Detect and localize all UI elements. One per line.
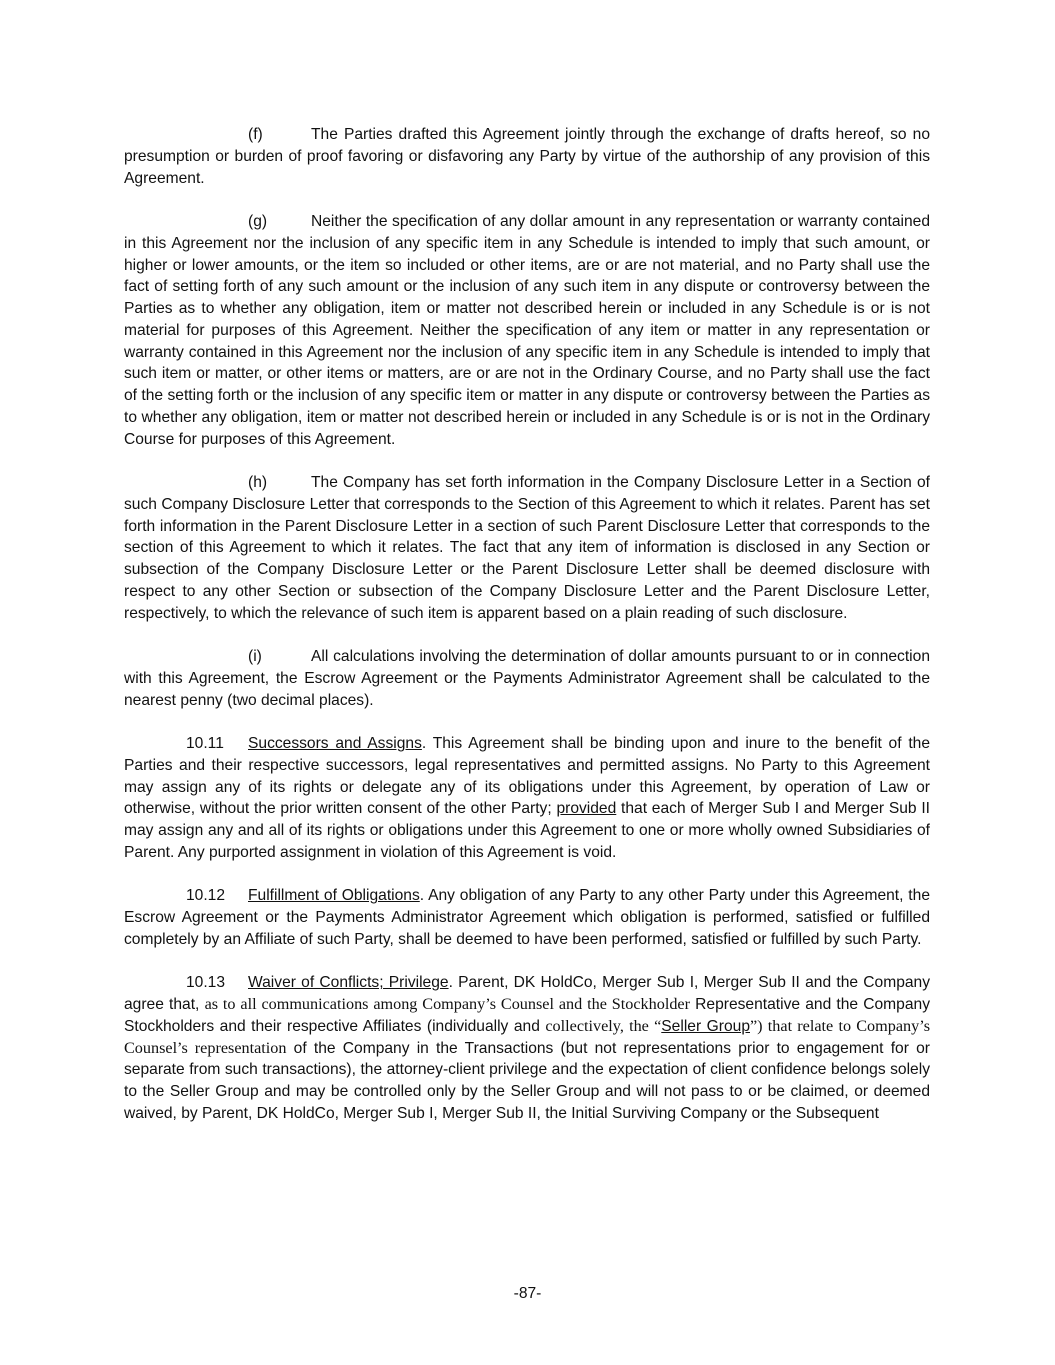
section-text: as to all communications among Company’s Counsel and the Stockholder <box>204 995 690 1013</box>
section-text: ”) that relate to Company’s Counsel’s representation <box>124 1016 930 1057</box>
section-text: collectively, the “ <box>545 1016 662 1035</box>
section-number: 10.12 <box>186 887 226 905</box>
paragraph-i <box>124 646 930 711</box>
section-10-11 <box>124 733 930 864</box>
section-text: Representative and the Company Stockholders and their respective Affiliates (individually and <box>124 996 930 1035</box>
clause-text: The Company has set forth information in the Company Disclosure Letter in a Section of such Company Disclosure Letter that corresponds to the Section of this Agreement to which it relates. Parent has set forth information in the Parent Disclosure Letter in a section of such Parent Disclosure Letter that corresponds to the section of this Agreement to which it relates. The fact that any item of information is disclosed in any Section or subsection of the Company Disclosure Letter or the Parent Disclosure Letter shall be deemed disclosure with respect to any other Section or subsection of the Company Disclosure Letter and the Parent Disclosure Letter, respectively, to which the relevance of such item is apparent based on a plain reading of such disclosure. <box>124 474 930 622</box>
section-number: 10.13 <box>186 974 226 992</box>
clause-label: (f) <box>248 126 263 143</box>
paragraph-h <box>124 472 930 624</box>
section-text: . This Agreement shall be binding upon and inure to the benefit of the Parties and their respective successors, legal representatives and permitted assigns. No Party to this Agreement may assign any of its rights or delegate any of its obligations under this Agreement, by operation of Law or otherwise, without the prior written consent of the other Party; <box>124 735 930 818</box>
clause-text: Neither the specification of any dollar amount in any representation or warranty contained in this Agreement nor the inclusion of any specific item in any Schedule is intended to imply that such amount, or higher or lower amounts, or the item so included or other items, are or are not material, and no Party shall use the fact of setting forth of any such amount or the inclusion of any such item in any dispute or controversy between the Parties as to whether any obligation, item or matter not described herein or included in any Schedule is or is not material for purposes of this Agreement. Neither the specification of any item or matter in any representation or warranty contained in this Agreement nor the inclusion of any specific item in any Schedule is intended to imply that such item or matter, or other items or matters, are or are not in the Ordinary Course, and no Party shall use the fact of the setting forth or the inclusion of any specific item or matter in any dispute or controversy between the Parties as to whether any obligation, item or matter not described herein or included in any Schedule is or is not in the Ordinary Course for purposes of this Agreement. <box>124 213 930 448</box>
section-heading: Fulfillment of Obligations <box>248 887 420 905</box>
section-text: . Parent, DK HoldCo, Merger Sub I, Merger Sub II and the Company agree that, <box>124 974 931 1013</box>
section-text: that each of Merger Sub I and Merger Sub II may assign any and all of its rights or obligations under this Agreement to one or more wholly owned Subsidiaries of Parent. Any purported assignment in violation of this Agreement is void. <box>124 800 930 861</box>
clause-label: (h) <box>248 474 268 491</box>
section-10-12 <box>124 885 930 950</box>
section-heading: Waiver of Conflicts; Privilege <box>248 974 449 992</box>
section-text: . Any obligation of any Party to any other Party under this Agreement, the Escrow Agreement or the Payments Administrator Agreement which obligation is performed, satisfied or fulfilled completely by an Affiliate of such Party, shall be deemed to have been performed, satisfied or fulfilled by such Party. <box>124 887 930 948</box>
clause-text: The Parties drafted this Agreement jointly through the exchange of drafts hereof, so no presumption or burden of proof favoring or disfavoring any Party by virtue of the authorship of any provision of this Agreement. <box>124 126 930 187</box>
section-10-13 <box>124 972 930 1124</box>
clause-text: All calculations involving the determination of dollar amounts pursuant to or in connection with this Agreement, the Escrow Agreement or the Payments Administrator Agreement shall be calculated to the nearest penny (two decimal places). <box>124 648 930 709</box>
document-page <box>124 124 930 1146</box>
underlined-term: provided <box>556 800 617 818</box>
section-number: 10.11 <box>186 735 224 752</box>
clause-label: (g) <box>248 213 268 230</box>
paragraph-g <box>124 211 930 450</box>
page-number: -87- <box>513 1285 542 1302</box>
section-text: of the Company in the Transactions (but not representations prior to engagement for or separate from such transactions), the attorney-client privilege and the expectation of client confidence belongs solely to the Seller Group and may be controlled only by the Seller Group and will not pass to or be claimed, or deemed waived, by Parent, DK HoldCo, Merger Sub I, Merger Sub II, the Initial Surviving Company or the Subsequent <box>124 1039 930 1122</box>
paragraph-f <box>124 124 930 189</box>
section-heading: Successors and Assigns <box>248 735 422 752</box>
clause-label: (i) <box>248 648 262 665</box>
defined-term: Seller Group <box>661 1017 750 1035</box>
